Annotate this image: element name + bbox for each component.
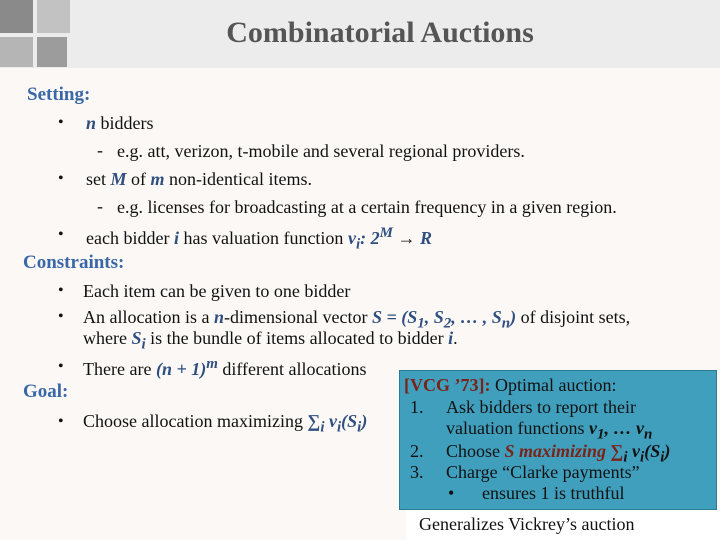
- bullet: •: [58, 170, 64, 187]
- dash: -: [97, 140, 103, 160]
- bullet: •: [58, 413, 64, 430]
- bullet: •: [448, 483, 455, 503]
- setting-item-valuation: each bidder i has valuation function $v_i$: $2^M \to R$: [86, 225, 432, 253]
- vcg-step-num: 1.: [410, 397, 424, 417]
- bullet: •: [58, 282, 64, 299]
- setting-item-items: set M of m non-identical items.: [86, 169, 312, 189]
- goal-item-maximize: Choose allocation maximizing $\sum_i$ $v_i(S_i)$: [83, 411, 368, 436]
- goal-heading: Goal:: [23, 381, 69, 402]
- constraint-item-allocation-cont: where $S_i$ is the bundle of items allocated to bidder i.: [83, 328, 458, 353]
- constraint-item-count: There are $(n + 1)^m$ different allocations: [83, 356, 367, 379]
- bullet: •: [58, 358, 64, 375]
- bullet: •: [58, 308, 64, 325]
- vcg-step-choose: Choose S maximizing $\sum_i$ $v_i(S_i)$: [446, 441, 671, 466]
- setting-subitem-licenses: e.g. licenses for broadcasting at a certain frequency in a given region.: [117, 197, 617, 217]
- setting-heading: Setting:: [27, 84, 91, 105]
- bullet: •: [58, 114, 64, 131]
- constraint-item-one-bidder: Each item can be given to one bidder: [83, 281, 351, 301]
- bullet: •: [58, 226, 64, 243]
- vcg-step-ask: Ask bidders to report their: [446, 397, 636, 417]
- vcg-step-num: 2.: [410, 441, 424, 461]
- vcg-callout-box: [399, 370, 717, 510]
- constraint-item-allocation: An allocation is a n-dimensional vector $S = (S_1$, $S_2$, … , $S_n$) of disjoint sets,: [83, 307, 631, 332]
- vcg-step-truthful: ensures 1 is truthful: [482, 483, 625, 503]
- vcg-step-ask-cont: valuation functions $v_1$, … $v_n$: [446, 418, 653, 443]
- vcg-step-num: 3.: [410, 462, 424, 482]
- dash: -: [97, 196, 103, 216]
- setting-item-bidders: n bidders: [86, 113, 154, 133]
- setting-subitem-providers: e.g. att, verizon, t-mobile and several regional providers.: [117, 141, 525, 161]
- slide-title: Combinatorial Auctions: [226, 16, 534, 49]
- vcg-title: [VCG ’73]: Optimal auction:: [404, 375, 617, 395]
- constraints-heading: Constraints:: [23, 252, 125, 273]
- vcg-step-charge: Charge “Clarke payments”: [446, 462, 640, 482]
- footer-caption: Generalizes Vickrey’s auction: [419, 514, 635, 534]
